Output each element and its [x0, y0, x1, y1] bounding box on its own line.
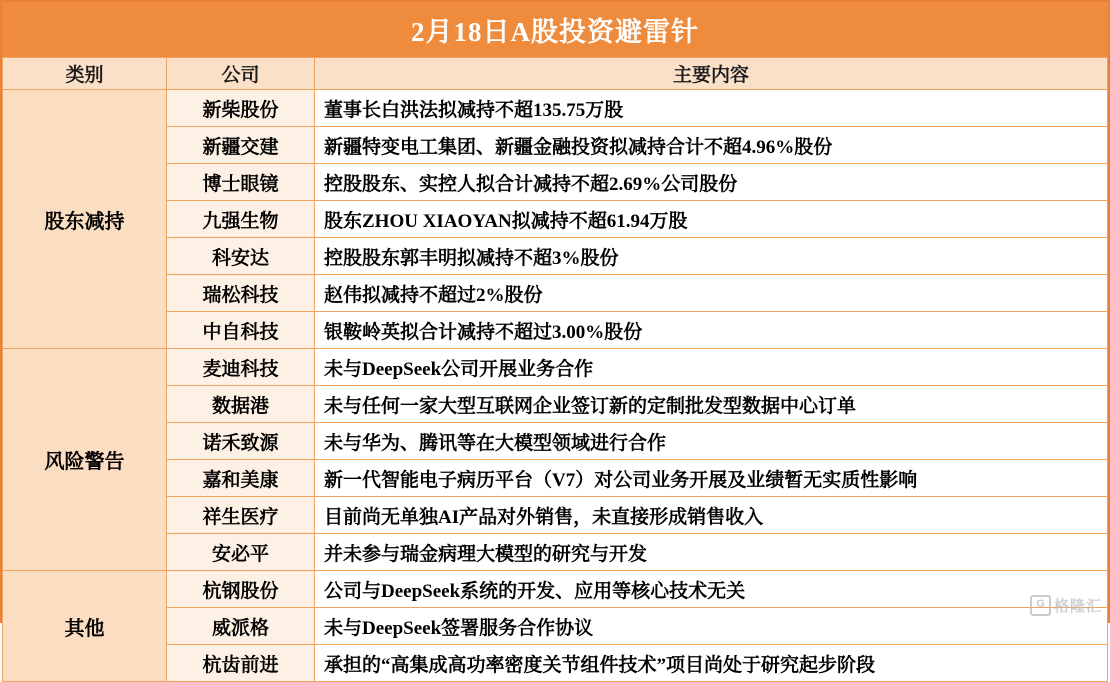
category-cell: 股东减持 [3, 90, 167, 349]
watermark-label: 格隆汇 [1053, 598, 1102, 615]
content-cell: 控股股东、实控人拟合计减持不超2.69%公司股份 [315, 164, 1108, 201]
content-cell: 目前尚无单独AI产品对外销售，未直接形成销售收入 [315, 497, 1108, 534]
column-header-category: 类别 [3, 58, 167, 90]
content-cell: 银鞍岭英拟合计减持不超过3.00%股份 [315, 312, 1108, 349]
page-title-bar [2, 2, 1108, 57]
page-title: 2月18日A股投资避雷针 [411, 17, 699, 47]
column-header-content: 主要内容 [315, 58, 1108, 90]
table-row [3, 238, 1108, 275]
category-cell: 其他 [3, 571, 167, 682]
content-cell: 新疆特变电工集团、新疆金融投资拟减持合计不超4.96%股份 [315, 127, 1108, 164]
table-row [3, 275, 1108, 312]
content-cell: 董事长白洪法拟减持不超135.75万股 [315, 90, 1108, 127]
company-cell: 杭齿前进 [167, 645, 315, 682]
content-cell: 赵伟拟减持不超过2%股份 [315, 275, 1108, 312]
content-cell: 承担的“高集成高功率密度关节组件技术”项目尚处于研究起步阶段 [315, 645, 1108, 682]
table-row [3, 90, 1108, 127]
table-row [3, 164, 1108, 201]
company-cell: 新疆交建 [167, 127, 315, 164]
company-cell: 威派格 [167, 608, 315, 645]
content-cell: 控股股东郭丰明拟减持不超3%股份 [315, 238, 1108, 275]
category-cell: 风险警告 [3, 349, 167, 571]
table-row [3, 608, 1108, 645]
content-cell: 未与DeepSeek签署服务合作协议 [315, 608, 1108, 645]
company-cell: 诺禾致源 [167, 423, 315, 460]
table-row [3, 571, 1108, 608]
content-cell: 公司与DeepSeek系统的开发、应用等核心技术无关 [315, 571, 1108, 608]
watermark [1030, 595, 1102, 616]
company-cell: 九强生物 [167, 201, 315, 238]
column-header-company: 公司 [167, 58, 315, 90]
content-cell: 新一代智能电子病历平台（V7）对公司业务开展及业绩暂无实质性影响 [315, 460, 1108, 497]
content-cell: 未与任何一家大型互联网企业签订新的定制批发型数据中心订单 [315, 386, 1108, 423]
company-cell: 新柴股份 [167, 90, 315, 127]
company-cell: 安必平 [167, 534, 315, 571]
company-cell: 瑞松科技 [167, 275, 315, 312]
content-cell: 未与华为、腾讯等在大模型领域进行合作 [315, 423, 1108, 460]
content-cell: 并未参与瑞金病理大模型的研究与开发 [315, 534, 1108, 571]
company-cell: 麦迪科技 [167, 349, 315, 386]
company-cell: 杭钢股份 [167, 571, 315, 608]
table-row [3, 460, 1108, 497]
table-row [3, 497, 1108, 534]
table-row [3, 645, 1108, 682]
table-row [3, 349, 1108, 386]
table-header-row [3, 58, 1108, 90]
company-cell: 祥生医疗 [167, 497, 315, 534]
table-row [3, 423, 1108, 460]
company-cell: 科安达 [167, 238, 315, 275]
content-cell: 未与DeepSeek公司开展业务合作 [315, 349, 1108, 386]
risk-alert-table [2, 57, 1108, 682]
company-cell: 中自科技 [167, 312, 315, 349]
table-row [3, 127, 1108, 164]
company-cell: 嘉和美康 [167, 460, 315, 497]
watermark-logo-icon: G [1030, 595, 1051, 616]
content-cell: 股东ZHOU XIAOYAN拟减持不超61.94万股 [315, 201, 1108, 238]
company-cell: 博士眼镜 [167, 164, 315, 201]
table-row [3, 534, 1108, 571]
table-row [3, 386, 1108, 423]
table-row [3, 312, 1108, 349]
table-row [3, 201, 1108, 238]
company-cell: 数据港 [167, 386, 315, 423]
